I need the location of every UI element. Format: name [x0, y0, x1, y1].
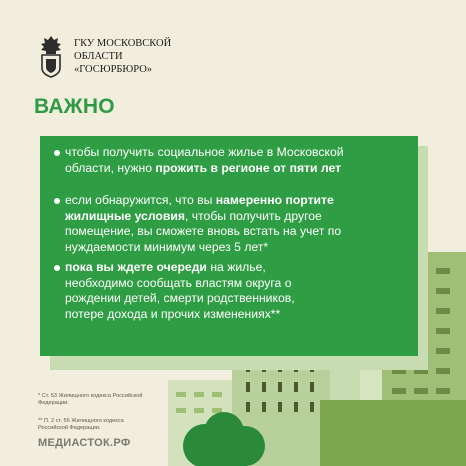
footnote: * Ст. 53 Жилищного кодекса Российской Федерации.	[38, 393, 143, 406]
bullet-icon	[54, 265, 60, 271]
building-bottom-right	[320, 400, 466, 466]
brand-label: МЕДИАСТОК.РФ	[38, 437, 131, 449]
org-header	[36, 34, 171, 78]
list-item-text: чтобы получить социальное жилье в Московской области, нужно прожить в регионе от пяти лет	[65, 145, 344, 175]
list-item	[54, 193, 364, 255]
list-item-text: пока вы ждете очереди на жилье, необходимо сообщать властям округа о рождении детей, смерти родственников, потере дохода и прочих изменениях**	[65, 260, 295, 321]
coat-of-arms-icon	[36, 34, 66, 78]
bullet-icon	[54, 198, 60, 204]
org-name	[74, 37, 171, 76]
org-name-line3: «ГОСЮРБЮРО»	[74, 63, 153, 75]
list-item	[54, 260, 304, 322]
bullet-icon	[54, 150, 60, 156]
org-name-line2: ОБЛАСТИ	[74, 50, 123, 62]
list-item-text: если обнаружится, что вы намеренно портите жилищные условия, чтобы получить другое помещение, вы сможете вновь встать на учет по нуждаемости минимум через 5 лет*	[65, 193, 342, 254]
list-item	[54, 145, 364, 176]
page-title: ВАЖНО	[34, 95, 115, 118]
footnote: ** П. 2 ст. 56 Жилищного кодекса Российской Федерации.	[38, 418, 124, 431]
org-name-line1: ГКУ МОСКОВСКОЙ	[74, 37, 172, 49]
